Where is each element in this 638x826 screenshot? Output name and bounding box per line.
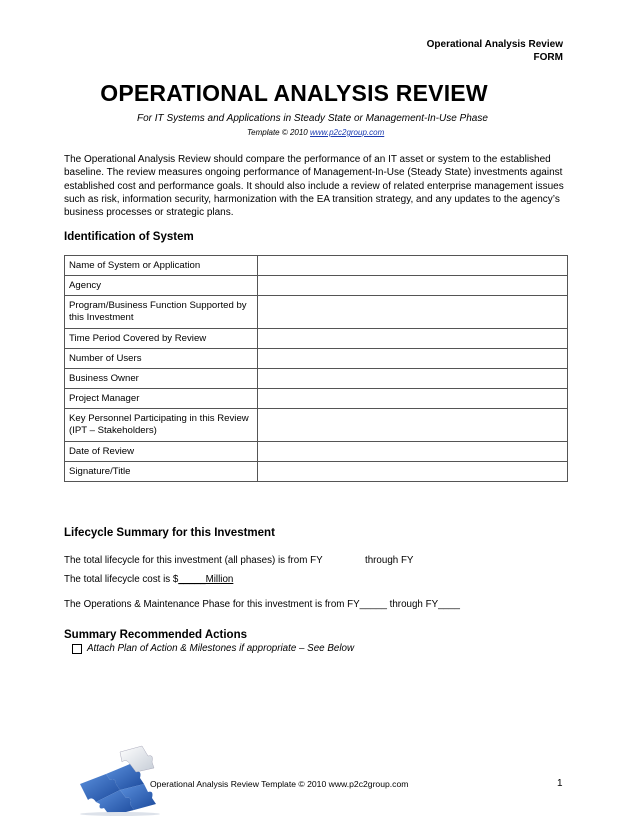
field-label: Agency xyxy=(65,276,258,296)
attach-plan-checkbox[interactable] xyxy=(72,644,82,654)
field-value[interactable] xyxy=(258,276,568,296)
running-header-form: FORM xyxy=(533,52,563,63)
lifecycle-period-from: The total lifecycle for this investment (all phases) is from FY xyxy=(64,555,323,566)
template-credit xyxy=(247,128,384,137)
actions-heading: Summary Recommended Actions xyxy=(64,629,247,641)
field-value[interactable] xyxy=(258,256,568,276)
document-subtitle: For IT Systems and Applications in Steady State or Management-In-Use Phase xyxy=(137,113,488,124)
field-label: Name of System or Application xyxy=(65,256,258,276)
field-value[interactable] xyxy=(258,329,568,349)
field-value[interactable] xyxy=(258,349,568,369)
field-value[interactable] xyxy=(258,296,568,329)
lifecycle-cost-label: The total lifecycle cost is $ xyxy=(64,574,179,585)
lifecycle-heading: Lifecycle Summary for this Investment xyxy=(64,527,275,539)
table-row xyxy=(65,276,568,296)
field-label: Project Manager xyxy=(65,389,258,409)
table-row xyxy=(65,462,568,482)
lifecycle-cost-line xyxy=(64,574,233,585)
field-value[interactable] xyxy=(258,389,568,409)
table-row xyxy=(65,296,568,329)
om-phase-line: The Operations & Maintenance Phase for this investment is from FY_____ through FY____ xyxy=(64,599,460,610)
running-header xyxy=(427,38,563,64)
identification-table xyxy=(64,255,568,482)
table-row xyxy=(65,442,568,462)
page-number: 1 xyxy=(557,778,563,789)
identification-heading: Identification of System xyxy=(64,231,194,243)
field-label: Key Personnel Participating in this Review (IPT – Stakeholders) xyxy=(65,409,258,442)
intro-paragraph: The Operational Analysis Review should compare the performance of an IT asset or system to the established baseline. The review measures ongoing performance of Management-In-Use (Steady State) investments against established cost and performance goals. It should also include a review of related enterprise management issues such as risk, information security, harmonization with the EA transition strategy, and any updates to the agency’s business processes or strategic plans. xyxy=(64,154,564,219)
lifecycle-cost-value[interactable]: _____Million xyxy=(178,574,234,585)
lifecycle-period-line xyxy=(64,555,414,566)
running-header-title: Operational Analysis Review xyxy=(426,39,563,50)
field-value[interactable] xyxy=(258,442,568,462)
field-label: Time Period Covered by Review xyxy=(65,329,258,349)
table-row xyxy=(65,329,568,349)
page-footer: Operational Analysis Review Template © 2010 www.p2c2group.com xyxy=(150,779,409,789)
field-value[interactable] xyxy=(258,462,568,482)
template-link[interactable]: www.p2c2group.com xyxy=(309,128,385,137)
field-label: Signature/Title xyxy=(65,462,258,482)
field-label: Date of Review xyxy=(65,442,258,462)
table-row xyxy=(65,389,568,409)
field-value[interactable] xyxy=(258,369,568,389)
field-label: Business Owner xyxy=(65,369,258,389)
table-row xyxy=(65,349,568,369)
lifecycle-period-through: through FY xyxy=(365,555,414,566)
field-label: Number of Users xyxy=(65,349,258,369)
document-title: OPERATIONAL ANALYSIS REVIEW xyxy=(100,80,488,106)
field-value[interactable] xyxy=(258,409,568,442)
template-credit-text: Template © 2010 xyxy=(247,128,308,137)
table-row xyxy=(65,369,568,389)
table-row xyxy=(65,409,568,442)
attach-plan-option[interactable] xyxy=(64,643,354,654)
field-label: Program/Business Function Supported by this Investment xyxy=(65,296,258,329)
attach-plan-label: Attach Plan of Action & Milestones if appropriate – See Below xyxy=(87,643,355,654)
table-row xyxy=(65,256,568,276)
